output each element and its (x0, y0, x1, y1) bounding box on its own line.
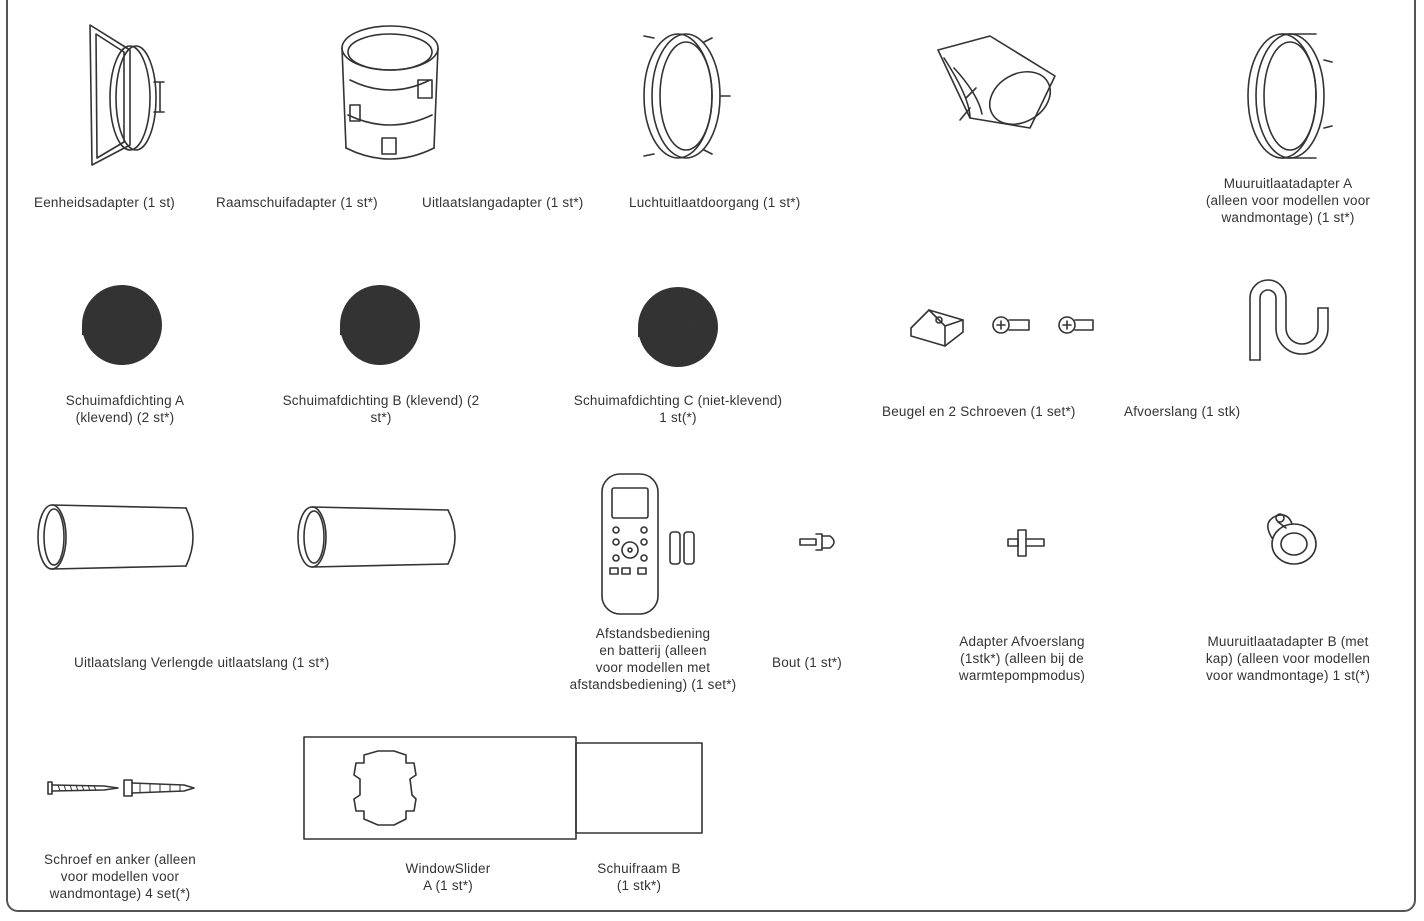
window-slide-adapter-icon (330, 20, 450, 170)
remote-control-icon (598, 470, 708, 620)
wall-outlet-adapter-a-label: Muuruitlaatadapter A (alleen voor modellen voor wandmontage) (1 st*) (1205, 176, 1371, 225)
foam-seal-b-label: Schuimafdichting B (klevend) (2 st*) (282, 393, 480, 425)
foam-seal-b-icon (330, 280, 430, 370)
exhaust-hose-adapter-label: Uitlaatslangadapter (1 st*) (422, 195, 584, 210)
drain-hose-adapter-label: Adapter Afvoerslang (1stk*) (alleen bij de warmtepompmodus) (958, 634, 1086, 683)
slide-frame-b-label: Schuifraam B (1 stk*) (597, 861, 681, 893)
air-outlet-passage-icon (930, 28, 1070, 148)
window-slide-adapter-label: Raamschuifadapter (1 st*) (216, 195, 378, 210)
bracket-screws-label: Beugel en 2 Schroeven (1 set*) (882, 404, 1076, 419)
foam-seal-a-icon (72, 280, 172, 370)
drain-hose-adapter-icon (1004, 526, 1054, 560)
foam-seal-c-icon (628, 282, 728, 372)
bolt-label: Bout (1 st*) (772, 655, 842, 670)
exhaust-hose-adapter-icon (634, 18, 734, 168)
screw-anchor-icon (44, 776, 204, 800)
drain-hose-label: Afvoerslang (1 stk) (1124, 404, 1241, 419)
remote-control-label: Afstandsbediening en batterij (alleen voor modellen met afstandsbediening) (1 set*) (569, 626, 737, 692)
unit-adapter-icon (70, 20, 170, 170)
window-slider-a-label: WindowSlider A (1 st*) (405, 861, 491, 893)
wall-outlet-adapter-b-label: Muuruitlaatadapter B (met kap) (alleen voor modellen voor wandmontage) 1 st(*) (1205, 634, 1371, 683)
unit-adapter-label: Eenheidsadapter (1 st) (34, 195, 175, 210)
wall-outlet-adapter-b-icon (1258, 508, 1328, 568)
exhaust-hose-label: Uitlaatslang Verlengde uitlaatslang (1 st*) (74, 655, 330, 670)
screw-anchor-label: Schroef en anker (alleen voor modellen voor wandmontage) 4 set(*) (44, 852, 196, 901)
air-outlet-passage-label: Luchtuitlaatdoorgang (1 st*) (629, 195, 801, 210)
exhaust-hose-icon (36, 502, 206, 572)
bracket-screws-icon (905, 300, 1095, 350)
foam-seal-c-label: Schuimafdichting C (niet-klevend) 1 st(*) (573, 393, 783, 425)
extended-exhaust-hose-icon (296, 504, 466, 570)
foam-seal-a-label: Schuimafdichting A (klevend) (2 st*) (65, 393, 185, 425)
bolt-icon (796, 526, 846, 556)
drain-hose-icon (1238, 268, 1338, 368)
wall-outlet-adapter-a-icon (1238, 20, 1338, 170)
window-slider-a-icon (302, 735, 707, 841)
